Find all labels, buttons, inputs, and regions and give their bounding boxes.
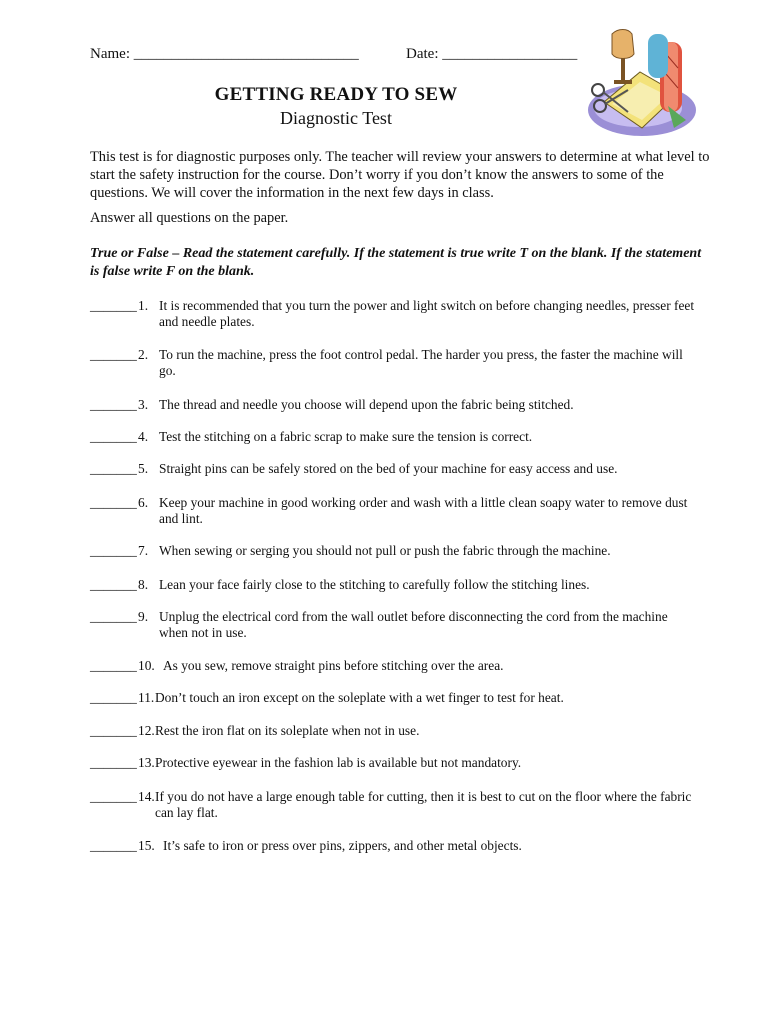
- question-number: 15.: [138, 838, 155, 853]
- answer-note: Answer all questions on the paper.: [90, 210, 289, 226]
- question-number: 11.: [138, 690, 155, 705]
- answer-blank[interactable]: _______: [90, 838, 137, 853]
- page-title: GETTING READY TO SEW: [214, 84, 458, 105]
- answer-blank[interactable]: _______: [90, 577, 137, 592]
- question-text: Lean your face fairly close to the stitching to carefully follow the stitching lines.: [159, 577, 590, 592]
- question-text: To run the machine, press the foot control pedal. The harder you press, the faster the machine will go.: [159, 347, 683, 378]
- question-number: 14.: [138, 789, 155, 804]
- question-text: Test the stitching on a fabric scrap to make sure the tension is correct.: [159, 429, 533, 444]
- answer-blank[interactable]: _______: [90, 658, 137, 673]
- answer-blank[interactable]: _______: [90, 298, 137, 313]
- answer-blank[interactable]: _______: [90, 690, 137, 705]
- intro-paragraph: This test is for diagnostic purposes only. The teacher will review your answers to determine at what level to start the safety instruction for the course. Don’t worry if you don’t know the answers to some of the questions. We will cover the information in the next few days in class.: [90, 149, 710, 201]
- question-text: Protective eyewear in the fashion lab is available but not mandatory.: [155, 755, 522, 770]
- question-text: It is recommended that you turn the power and light switch on before changing needles, presser feet and needle plates.: [159, 298, 695, 329]
- name-line: [90, 46, 359, 63]
- date-blank[interactable]: __________________: [442, 46, 578, 62]
- question-number: 6.: [138, 495, 149, 510]
- sewing-clipart-icon: [582, 24, 698, 144]
- answer-blank[interactable]: _______: [90, 347, 137, 362]
- name-label: Name:: [90, 46, 130, 62]
- question-text: It’s safe to iron or press over pins, zippers, and other metal objects.: [163, 838, 522, 853]
- name-blank[interactable]: ______________________________: [133, 46, 359, 62]
- answer-blank[interactable]: _______: [90, 429, 137, 444]
- question-number: 5.: [138, 461, 149, 476]
- question-text: Keep your machine in good working order and wash with a little clean soapy water to remove dust and lint.: [159, 495, 688, 526]
- question-number: 1.: [138, 298, 149, 313]
- question-number: 4.: [138, 429, 149, 444]
- date-label: Date:: [406, 46, 439, 62]
- question-number: 3.: [138, 397, 149, 412]
- question-text: Rest the iron flat on its soleplate when not in use.: [155, 723, 420, 738]
- question-number: 12.: [138, 723, 155, 738]
- question-text: The thread and needle you choose will depend upon the fabric being stitched.: [159, 397, 574, 412]
- question-text: When sewing or serging you should not pull or push the fabric through the machine.: [159, 543, 611, 558]
- answer-blank[interactable]: _______: [90, 755, 137, 770]
- answer-blank[interactable]: _______: [90, 461, 137, 476]
- question-number: 10.: [138, 658, 155, 673]
- question-text: Unplug the electrical cord from the wall outlet before disconnecting the cord from the machine when not in use.: [159, 609, 668, 640]
- answer-blank[interactable]: _______: [90, 789, 137, 804]
- question-number: 9.: [138, 609, 149, 624]
- question-number: 13.: [138, 755, 155, 770]
- question-number: 8.: [138, 577, 149, 592]
- question-number: 7.: [138, 543, 149, 558]
- date-line: [406, 46, 577, 63]
- answer-blank[interactable]: _______: [90, 495, 137, 510]
- answer-blank[interactable]: _______: [90, 543, 137, 558]
- question-text: If you do not have a large enough table for cutting, then it is best to cut on the floor where the fabric can lay flat.: [155, 789, 692, 820]
- answer-blank[interactable]: _______: [90, 609, 137, 624]
- answer-blank[interactable]: _______: [90, 723, 137, 738]
- question-text: Don’t touch an iron except on the soleplate with a wet finger to test for heat.: [155, 690, 564, 705]
- true-false-instructions: True or False – Read the statement carefully. If the statement is true write T on the blank. If the statement is false write F on the blank.: [90, 246, 702, 279]
- answer-blank[interactable]: _______: [90, 397, 137, 412]
- question-text: As you sew, remove straight pins before stitching over the area.: [163, 658, 504, 673]
- page-subtitle: Diagnostic Test: [280, 108, 392, 128]
- question-number: 2.: [138, 347, 149, 362]
- question-text: Straight pins can be safely stored on the bed of your machine for easy access and use.: [159, 461, 618, 476]
